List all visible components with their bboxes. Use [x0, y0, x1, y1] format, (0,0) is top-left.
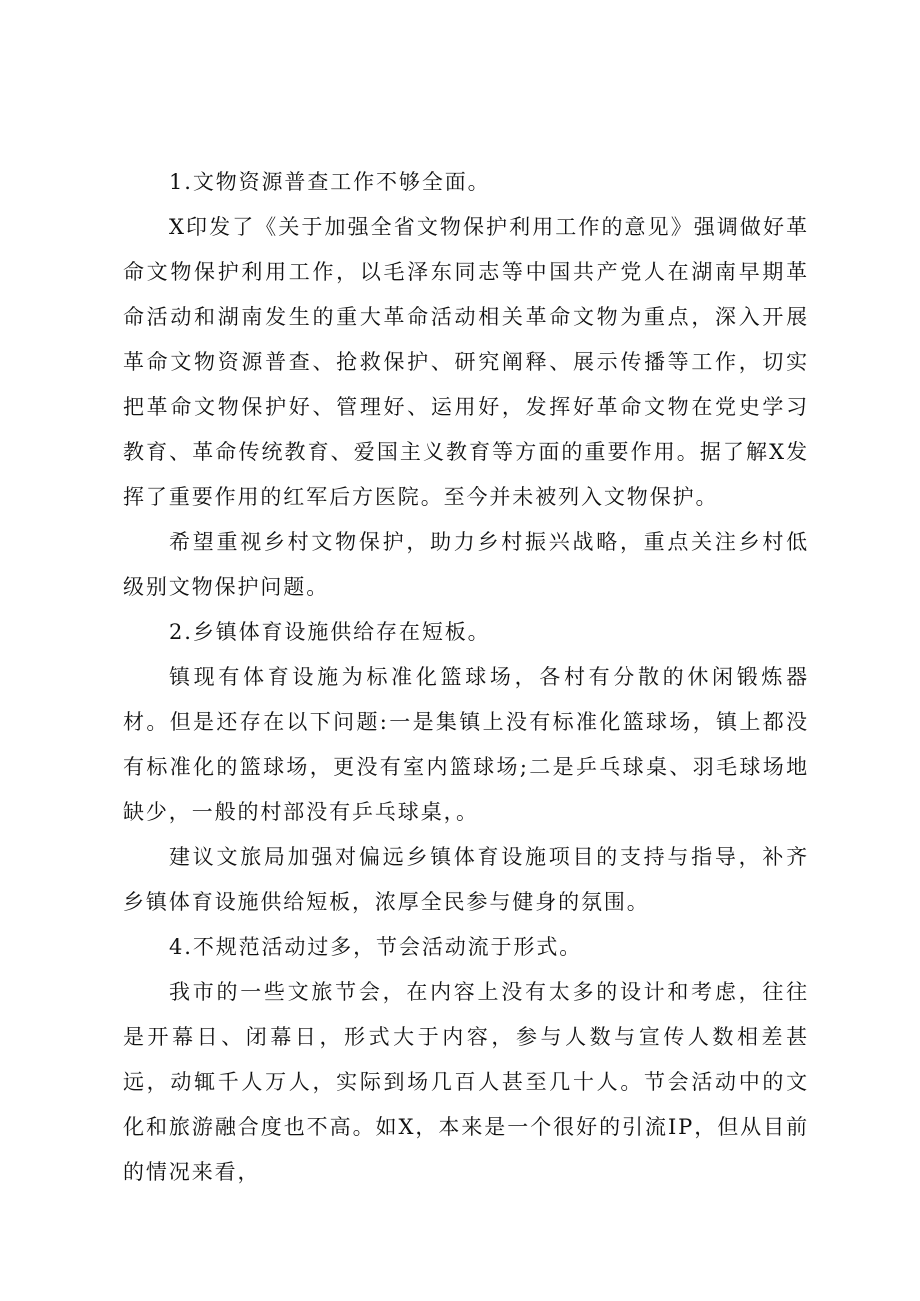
body-paragraph-1: X印发了《关于加强全省文物保护利用工作的意见》强调做好革命文物保护利用工作，以毛泽东同志等中国共产党人在湖南早期革命活动和湖南发生的重大革命活动相关革命文物为重点，深入开展革命文物资源普查、抢救保护、研究阐释、展示传播等工作，切实把革命文物保护好、管理好、运用好，发挥好革命文物在党史学习教育、革命传统教育、爱国主义教育等方面的重要作用。据了解X发挥了重要作用的红军后方医院。至今并未被列入文物保护。	[123, 215, 809, 509]
section-heading-4: 4.不规范活动过多，节会活动流于形式。	[169, 935, 583, 959]
body-paragraph-4: 建议文旅局加强对偏远乡镇体育设施项目的支持与指导，补齐乡镇体育设施供给短板，浓厚全民参与健身的氛围。	[123, 845, 809, 914]
body-paragraph-5: 我市的一些文旅节会，在内容上没有太多的设计和考虑，往往是开幕日、闭幕日，形式大于内容，参与人数与宣传人数相差甚远，动辄千人万人，实际到场几百人甚至几十人。节会活动中的文化和旅游融合度也不高。如X，本来是一个很好的引流IP，但从目前的情况来看，	[123, 980, 809, 1184]
section-heading-1: 1.文物资源普查工作不够全面。	[169, 170, 491, 194]
body-paragraph-2: 希望重视乡村文物保护，助力乡村振兴战略，重点关注乡村低级别文物保护问题。	[123, 530, 809, 599]
body-paragraph-3: 镇现有体育设施为标准化篮球场，各村有分散的休闲锻炼器材。但是还存在以下问题:一是集镇上没有标准化篮球场，镇上都没有标准化的篮球场，更没有室内篮球场;二是乒乓球桌、羽毛球场地缺少，一般的村部没有乒乓球桌，。	[123, 665, 809, 824]
document-body	[123, 160, 809, 1195]
section-heading-2: 2.乡镇体育设施供给存在短板。	[169, 620, 491, 644]
